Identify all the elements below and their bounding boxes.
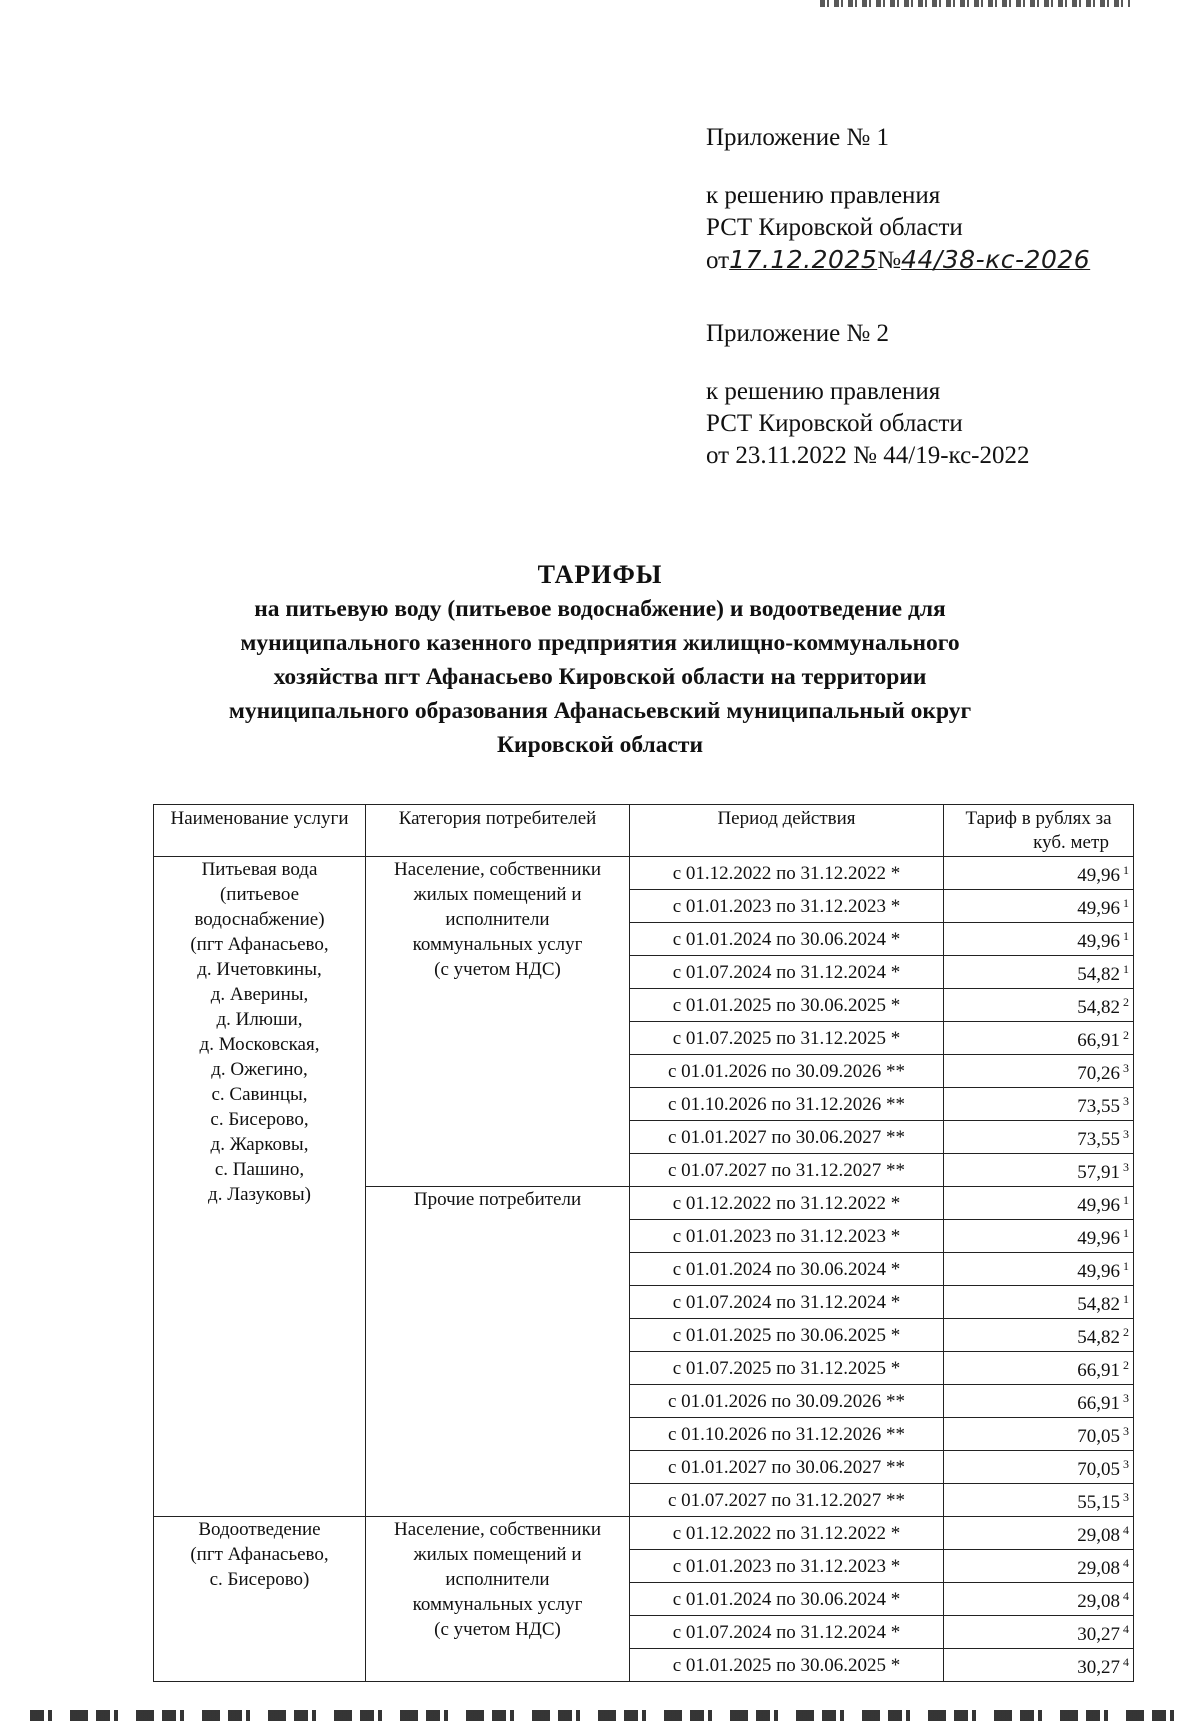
tariff-value: 49,96 <box>1077 898 1120 919</box>
period-cell: с 01.01.2025 по 30.06.2025 * <box>630 989 944 1022</box>
period-cell: с 01.01.2025 по 30.06.2025 * <box>630 1319 944 1352</box>
tariff-footnote: 3 <box>1123 1490 1129 1504</box>
tariff-value: 54,82 <box>1077 1327 1120 1348</box>
annex-2-line-2: РСТ Кировской области <box>706 410 963 437</box>
tariff-footnote: 1 <box>1123 1259 1129 1273</box>
tariff-footnote: 3 <box>1123 1391 1129 1405</box>
period-cell: с 01.12.2022 по 31.12.2022 * <box>630 857 944 890</box>
tariff-value: 49,96 <box>1077 1195 1120 1216</box>
annex-2-line-1: к решению правления <box>706 378 941 405</box>
tariff-value: 70,26 <box>1077 1063 1120 1084</box>
tariff-cell <box>944 857 1134 890</box>
tariff-cell <box>944 1220 1134 1253</box>
tariff-cell <box>944 1550 1134 1583</box>
tariff-footnote: 1 <box>1123 1193 1129 1207</box>
period-cell: с 01.07.2024 по 31.12.2024 * <box>630 1616 944 1649</box>
service-name-line: д. Аверины, <box>210 984 309 1005</box>
tariff-footnote: 1 <box>1123 896 1129 910</box>
header-tariff-line-2: куб. метр <box>1033 832 1109 853</box>
consumer-category-line: жилых помещений и <box>413 884 582 905</box>
period-cell: с 01.07.2024 по 31.12.2024 * <box>630 956 944 989</box>
service-name-line: (пгт Афанасьево, <box>190 1544 329 1565</box>
tariff-cell <box>944 1154 1134 1187</box>
consumer-category-line: Население, собственники <box>394 1519 601 1540</box>
period-cell: с 01.01.2024 по 30.06.2024 * <box>630 1253 944 1286</box>
tariff-value: 49,96 <box>1077 865 1120 886</box>
consumer-category-cell <box>366 1187 630 1517</box>
service-name-line: с. Бисерово) <box>209 1569 310 1590</box>
tariff-cell <box>944 1088 1134 1121</box>
table-header-row <box>154 805 1134 857</box>
tariff-footnote: 1 <box>1123 929 1129 943</box>
consumer-category-line: (с учетом НДС) <box>434 1619 561 1640</box>
service-name-cell <box>154 857 366 1517</box>
tariff-cell <box>944 1649 1134 1682</box>
consumer-category-line: Прочие потребители <box>413 1189 582 1210</box>
tariff-cell <box>944 1121 1134 1154</box>
period-cell: с 01.07.2027 по 31.12.2027 ** <box>630 1484 944 1517</box>
annex-1-line-2: РСТ Кировской области <box>706 214 963 241</box>
tariff-value: 57,91 <box>1077 1162 1120 1183</box>
service-name-line: д. Илюши, <box>216 1009 303 1030</box>
title-line: на питьевую воду (питьевое водоснабжение) и водоотведение для <box>254 596 946 622</box>
tariff-value: 30,27 <box>1077 1657 1120 1678</box>
period-cell: с 01.01.2026 по 30.09.2026 ** <box>630 1055 944 1088</box>
tariff-cell <box>944 1385 1134 1418</box>
annex-1-line-1: к решению правления <box>706 182 941 209</box>
service-name-cell <box>154 1517 366 1682</box>
header-service: Наименование услуги <box>154 805 366 857</box>
period-cell: с 01.07.2025 по 31.12.2025 * <box>630 1352 944 1385</box>
tariff-footnote: 4 <box>1123 1589 1129 1603</box>
title-line: муниципального казенного предприятия жилищно-коммунального <box>240 630 960 656</box>
tariff-footnote: 1 <box>1123 962 1129 976</box>
period-cell: с 01.10.2026 по 31.12.2026 ** <box>630 1418 944 1451</box>
tariff-cell <box>944 1583 1134 1616</box>
consumer-category-cell <box>366 1517 630 1682</box>
service-name-line: д. Ичетовкины, <box>197 959 322 980</box>
tariff-cell <box>944 890 1134 923</box>
service-name-line: с. Бисерово, <box>210 1109 309 1130</box>
tariff-cell <box>944 1286 1134 1319</box>
tariff-value: 73,55 <box>1077 1129 1120 1150</box>
service-name-line: Водоотведение <box>198 1519 321 1540</box>
tariff-cell <box>944 989 1134 1022</box>
tariff-cell <box>944 1517 1134 1550</box>
annex-1-date-line <box>706 244 1090 277</box>
tariff-value: 70,05 <box>1077 1459 1120 1480</box>
tariff-cell <box>944 1451 1134 1484</box>
title-main: ТАРИФЫ <box>537 560 663 589</box>
title-line: Кировской области <box>497 732 703 758</box>
tariff-footnote: 2 <box>1123 1028 1129 1042</box>
tariff-value: 29,08 <box>1077 1525 1120 1546</box>
tariff-value: 30,27 <box>1077 1624 1120 1645</box>
handwritten-number: 44/38-кс-2026 <box>901 245 1091 274</box>
table-row <box>154 1517 1134 1550</box>
tariff-footnote: 1 <box>1123 1292 1129 1306</box>
scan-artifact-top <box>820 0 1130 7</box>
table-body <box>154 857 1134 1682</box>
tariff-value: 49,96 <box>1077 1261 1120 1282</box>
header-period: Период действия <box>630 805 944 857</box>
annex-2-line-3: от 23.11.2022 № 44/19-кс-2022 <box>706 442 1030 469</box>
consumer-category-line: Население, собственники <box>394 859 601 880</box>
tariff-cell <box>944 1352 1134 1385</box>
header-category: Категория потребителей <box>366 805 630 857</box>
title-line: хозяйства пгт Афанасьево Кировской области на территории <box>273 664 927 690</box>
period-cell: с 01.01.2027 по 30.06.2027 ** <box>630 1121 944 1154</box>
tariff-footnote: 3 <box>1123 1457 1129 1471</box>
tariff-value: 66,91 <box>1077 1393 1120 1414</box>
service-name-line: водоснабжение) <box>194 909 325 930</box>
tariff-value: 54,82 <box>1077 964 1120 985</box>
tariff-footnote: 1 <box>1123 863 1129 877</box>
period-cell: с 01.07.2025 по 31.12.2025 * <box>630 1022 944 1055</box>
service-name-line: Питьевая вода <box>201 859 318 880</box>
tariff-cell <box>944 923 1134 956</box>
consumer-category-line: исполнители <box>445 1569 550 1590</box>
service-name-line: д. Московская, <box>199 1034 320 1055</box>
service-name-line: (питьевое <box>219 884 300 905</box>
annex-1-date-prefix: от <box>706 247 730 274</box>
consumer-category-line: (с учетом НДС) <box>434 959 561 980</box>
annex-1-title: Приложение № 1 <box>706 124 890 151</box>
tariff-footnote: 3 <box>1123 1127 1129 1141</box>
annex-2-title: Приложение № 2 <box>706 320 890 347</box>
tariff-footnote: 2 <box>1123 1325 1129 1339</box>
tariff-footnote: 4 <box>1123 1523 1129 1537</box>
annex-2-header <box>706 318 1030 472</box>
consumer-category-line: жилых помещений и <box>413 1544 582 1565</box>
period-cell: с 01.01.2023 по 31.12.2023 * <box>630 1220 944 1253</box>
tariff-cell <box>944 1319 1134 1352</box>
period-cell: с 01.01.2026 по 30.09.2026 ** <box>630 1385 944 1418</box>
service-name-line: с. Пашино, <box>214 1159 305 1180</box>
tariff-value: 66,91 <box>1077 1030 1120 1051</box>
annex-1-number-prefix: № <box>877 247 902 274</box>
tariff-value: 73,55 <box>1077 1096 1120 1117</box>
tariff-cell <box>944 1187 1134 1220</box>
table-row <box>154 857 1134 890</box>
tariff-value: 54,82 <box>1077 997 1120 1018</box>
consumer-category-cell <box>366 857 630 1187</box>
tariff-footnote: 3 <box>1123 1061 1129 1075</box>
tariff-footnote: 2 <box>1123 1358 1129 1372</box>
period-cell: с 01.10.2026 по 31.12.2026 ** <box>630 1088 944 1121</box>
period-cell: с 01.01.2023 по 31.12.2023 * <box>630 1550 944 1583</box>
period-cell: с 01.12.2022 по 31.12.2022 * <box>630 1517 944 1550</box>
tariff-cell <box>944 1022 1134 1055</box>
service-name-line: с. Савинцы, <box>211 1084 308 1105</box>
period-cell: с 01.01.2024 по 30.06.2024 * <box>630 923 944 956</box>
service-name-line: д. Ожегино, <box>211 1059 308 1080</box>
header-tariff-line-1: Тариф в рублях за <box>965 808 1112 829</box>
tariff-value: 55,15 <box>1077 1492 1120 1513</box>
tariff-value: 70,05 <box>1077 1426 1120 1447</box>
service-name-line: д. Жарковы, <box>210 1134 309 1155</box>
tariff-cell <box>944 1055 1134 1088</box>
consumer-category-line: коммунальных услуг <box>412 1594 583 1615</box>
title-line: муниципального образования Афанасьевский муниципальный округ <box>228 698 972 724</box>
scan-artifact-bottom <box>30 1710 1180 1721</box>
handwritten-date: 17.12.2025 <box>729 245 878 274</box>
tariff-value: 54,82 <box>1077 1294 1120 1315</box>
tariff-cell <box>944 1616 1134 1649</box>
tariff-value: 66,91 <box>1077 1360 1120 1381</box>
period-cell: с 01.12.2022 по 31.12.2022 * <box>630 1187 944 1220</box>
tariff-cell <box>944 1484 1134 1517</box>
tariff-footnote: 3 <box>1123 1094 1129 1108</box>
tariff-footnote: 3 <box>1123 1424 1129 1438</box>
tariffs-table <box>153 804 1134 1682</box>
service-name-line: д. Лазуковы) <box>208 1184 311 1205</box>
period-cell: с 01.01.2027 по 30.06.2027 ** <box>630 1451 944 1484</box>
tariff-value: 49,96 <box>1077 1228 1120 1249</box>
tariff-cell <box>944 1253 1134 1286</box>
tariff-footnote: 1 <box>1123 1226 1129 1240</box>
period-cell: с 01.07.2024 по 31.12.2024 * <box>630 1286 944 1319</box>
document-title <box>150 558 1050 762</box>
tariff-footnote: 3 <box>1123 1160 1129 1174</box>
period-cell: с 01.01.2024 по 30.06.2024 * <box>630 1583 944 1616</box>
annex-1-header <box>706 122 1090 277</box>
tariff-value: 29,08 <box>1077 1558 1120 1579</box>
period-cell: с 01.01.2025 по 30.06.2025 * <box>630 1649 944 1682</box>
tariff-cell <box>944 956 1134 989</box>
tariff-value: 49,96 <box>1077 931 1120 952</box>
tariff-cell <box>944 1418 1134 1451</box>
header-tariff <box>944 805 1134 857</box>
tariff-footnote: 4 <box>1123 1655 1129 1669</box>
period-cell: с 01.07.2027 по 31.12.2027 ** <box>630 1154 944 1187</box>
period-cell: с 01.01.2023 по 31.12.2023 * <box>630 890 944 923</box>
tariff-footnote: 4 <box>1123 1622 1129 1636</box>
tariff-footnote: 4 <box>1123 1556 1129 1570</box>
consumer-category-line: коммунальных услуг <box>412 934 583 955</box>
tariff-footnote: 2 <box>1123 995 1129 1009</box>
tariff-value: 29,08 <box>1077 1591 1120 1612</box>
service-name-line: (пгт Афанасьево, <box>190 934 329 955</box>
consumer-category-line: исполнители <box>445 909 550 930</box>
